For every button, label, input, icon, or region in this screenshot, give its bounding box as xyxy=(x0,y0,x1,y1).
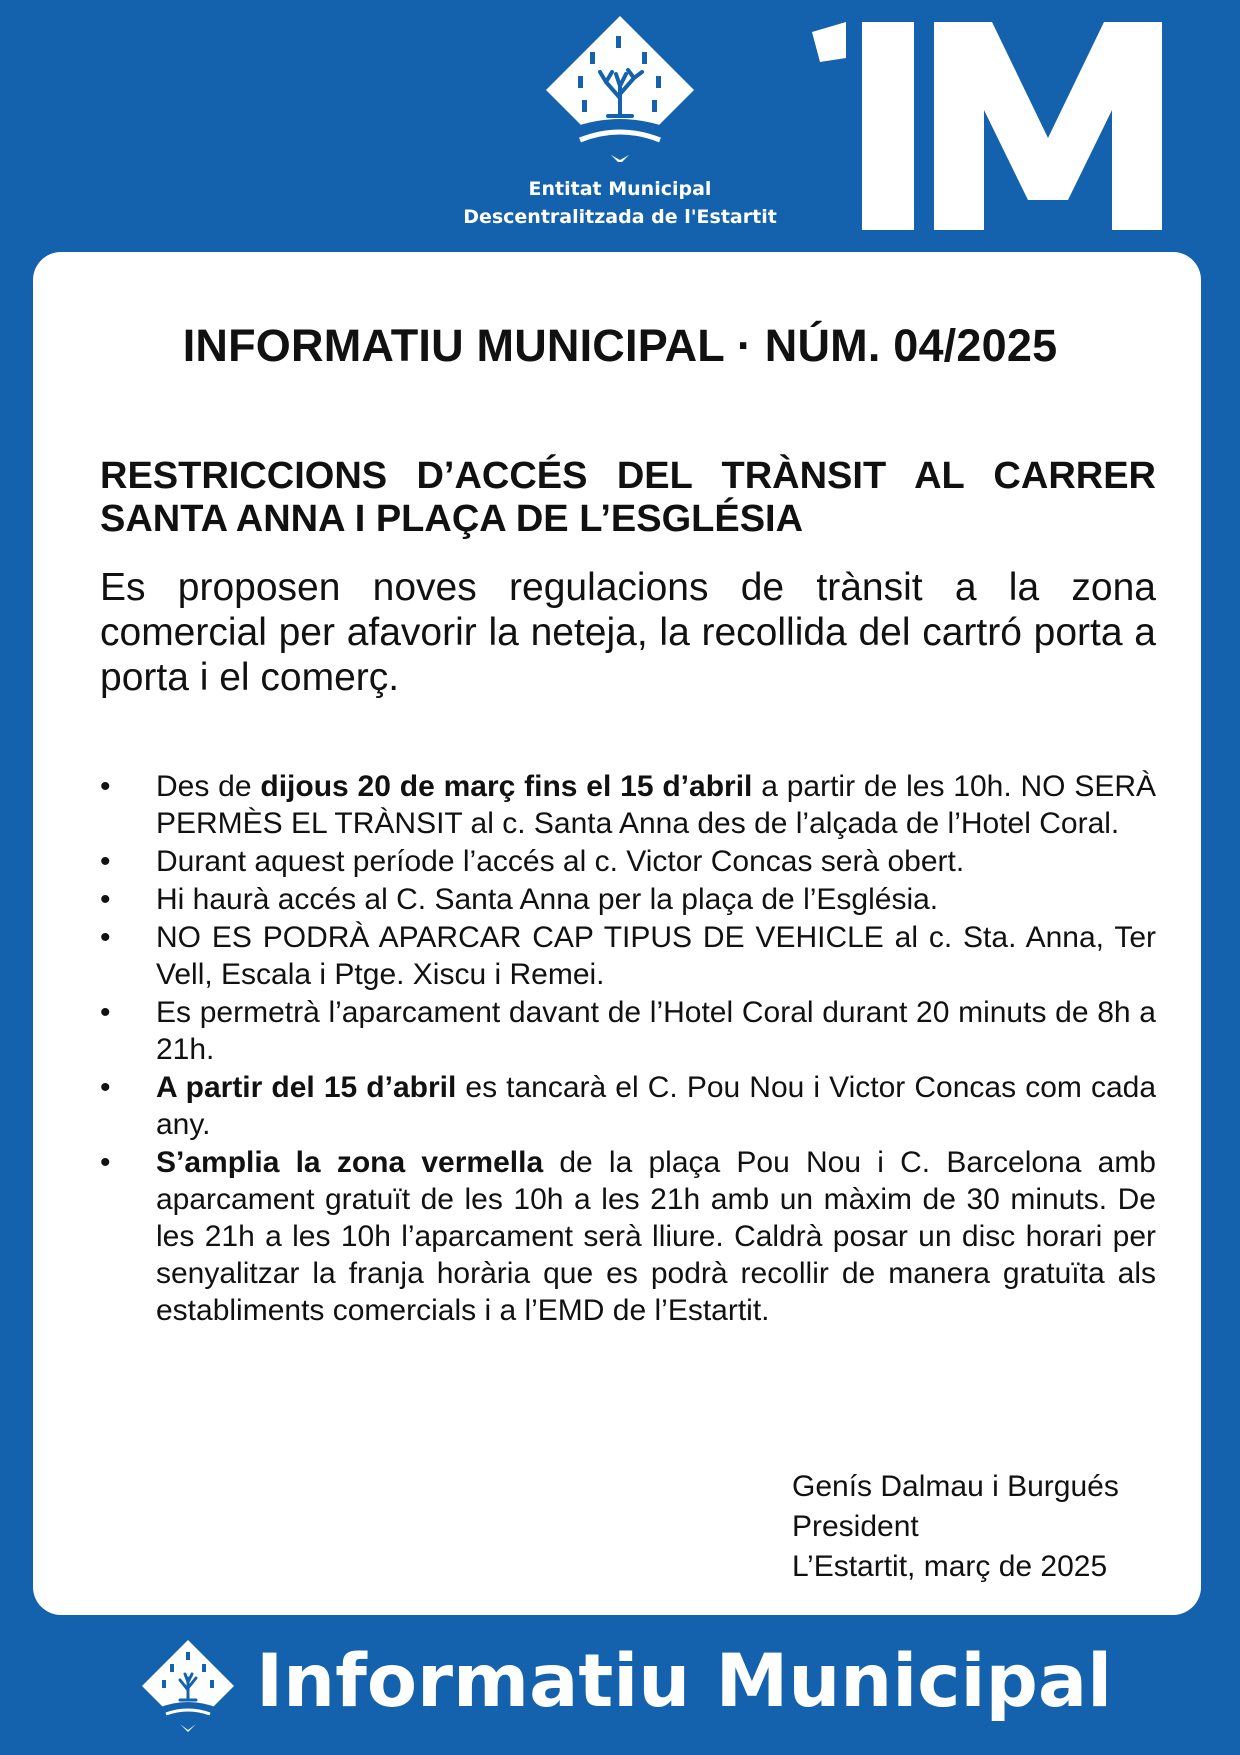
list-item xyxy=(100,768,1156,842)
item-emphasis: A partir del 15 d’abril xyxy=(156,1071,457,1104)
im-brand-logo xyxy=(812,22,1192,230)
item-text: NO ES PODRÀ APARCAR CAP TIPUS DE VEHICLE al c. Sta. Anna, Ter Vell, Escala i Ptge. Xiscu i Remei. xyxy=(156,921,1156,991)
list-item xyxy=(100,1069,1156,1143)
coat-of-arms-icon xyxy=(140,1638,236,1734)
list-item xyxy=(100,881,1156,918)
item-emphasis: S’amplia la zona vermella xyxy=(156,1146,544,1179)
bullet-icon: • xyxy=(100,845,111,878)
coat-of-arms-icon xyxy=(520,12,720,162)
bullet-icon: • xyxy=(100,996,111,1029)
signatory-name: Genís Dalmau i Burgués xyxy=(792,1470,1119,1503)
list-item xyxy=(100,994,1156,1068)
notice-list xyxy=(100,768,1156,1330)
bullet-icon: • xyxy=(100,883,111,916)
entity-name-line1: Entitat Municipal xyxy=(528,178,712,200)
item-text: Des de xyxy=(156,770,261,803)
notice-lead-paragraph: Es proposen noves regulacions de trànsit a la zona comercial per afavorir la neteja, la recollida del cartró porta a porta i el comerç. xyxy=(100,566,1156,699)
signatory-role: President xyxy=(792,1510,919,1543)
list-item xyxy=(100,919,1156,993)
item-text: Es permetrà l’aparcament davant de l’Hotel Coral durant 20 minuts de 8h a 21h. xyxy=(156,996,1156,1066)
entity-name-line2: Descentralitzada de l'Estartit xyxy=(463,206,777,228)
item-text: Hi haurà accés al C. Santa Anna per la plaça de l’Església. xyxy=(156,883,939,916)
item-text: es tancarà el C. Pou Nou i Victor Concas com cada any. xyxy=(156,1071,1157,1141)
item-text: a partir de les 10h. NO SERÀ PERMÈS EL TRÀNSIT al c. Santa Anna des de l’alçada de l’Hotel Coral. xyxy=(156,770,1157,840)
bullet-icon: • xyxy=(100,770,111,803)
signature-block xyxy=(792,1467,1172,1587)
item-text: Durant aquest període l’accés al c. Victor Concas serà obert. xyxy=(156,845,965,878)
item-text: de la plaça Pou Nou i C. Barcelona amb aparcament gratuït de les 10h a les 21h amb un màxim de 30 minuts. De les 21h a les 10h l’aparcament serà lliure. Caldrà posar un disc horari per senyalitzar la franja horària que es podrà recollir de manera gratuïta als establiments comercials i a l’EMD de l’Estartit. xyxy=(156,1146,1156,1327)
bullet-icon: • xyxy=(100,921,111,954)
bullet-icon: • xyxy=(100,1146,111,1179)
footer-title: Informatiu Municipal xyxy=(256,1639,1113,1724)
list-item xyxy=(100,1144,1156,1329)
document-title: INFORMATIU MUNICIPAL · NÚM. 04/2025 xyxy=(182,320,1058,371)
list-item xyxy=(100,843,1156,880)
bullet-icon: • xyxy=(100,1071,111,1104)
place-date: L’Estartit, març de 2025 xyxy=(792,1550,1108,1583)
entity-name xyxy=(420,175,820,231)
notice-headline: RESTRICCIONS D’ACCÉS DEL TRÀNSIT AL CARRER SANTA ANNA I PLAÇA DE L’ESGLÉSIA xyxy=(100,455,1156,540)
item-emphasis: dijous 20 de març fins el 15 d’abril xyxy=(260,770,753,803)
